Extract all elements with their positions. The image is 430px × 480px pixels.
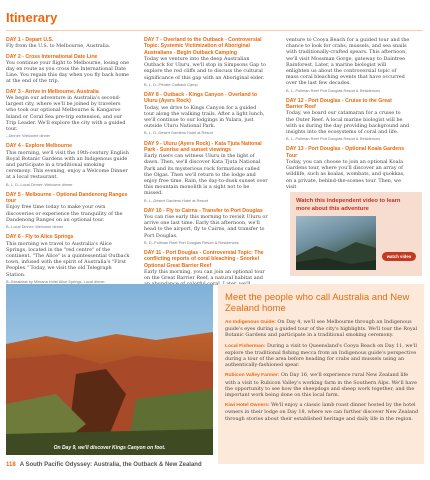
itinerary-day bbox=[144, 208, 268, 246]
meet-the-people-section bbox=[218, 284, 424, 464]
meet-paragraph bbox=[225, 372, 419, 398]
day-meals: B, L--Pullman Reef Port Douglas Resort & Residences bbox=[286, 136, 381, 142]
meet-paragraph bbox=[225, 402, 419, 422]
day-title: DAY 11 - Port Douglas - Controversial Topic: The conflicting reports of coral bleaching - Snorkel Optional Great Barrier Reef bbox=[144, 250, 264, 269]
landscape-thumbnail-icon bbox=[296, 216, 376, 270]
page-footer bbox=[6, 462, 202, 468]
meet-body bbox=[225, 319, 419, 426]
day-meals: B, L--Desert Gardens Hotel at Resort bbox=[144, 197, 209, 203]
day-body: Early this morning, you can join an optional tour on the Great Barrier Reef, a natural habitat and coral. bbox=[144, 268, 265, 288]
meet-paragraph-lead: Kiwi Hotel Owners: bbox=[225, 403, 270, 409]
meet-paragraph-lead: Local Fisherman: bbox=[225, 343, 266, 349]
itinerary-day bbox=[6, 54, 130, 85]
itinerary-day bbox=[144, 37, 268, 88]
photo-caption: On Day 9, we'll discover Kings Canyon on foot. bbox=[53, 445, 166, 451]
video-promo-title: Watch this independent video to learn more about this adventure bbox=[296, 198, 401, 212]
day-title: DAY 2 - Cross International Date Line bbox=[6, 53, 98, 60]
itinerary-day bbox=[6, 192, 130, 230]
day-body: Fly from the U.S. to Melbourne, Australia. bbox=[6, 43, 111, 50]
day-title: DAY 5 - Melbourne - Optional Dandenong Ranges tour bbox=[6, 191, 128, 205]
day-body: Enjoy free time today to make your own discoveries or experience the tranquility of the Dandenong Ranges on an optional tour. bbox=[6, 204, 123, 223]
meet-paragraph-lead: Rubicon Valley Farmer: bbox=[225, 373, 280, 379]
day-title: DAY 12 - Port Douglas - Cruise to the Great Barrier Reef bbox=[286, 97, 392, 111]
meet-paragraph-lead: An Indigenous Guide: bbox=[225, 320, 276, 325]
itinerary-day bbox=[144, 141, 268, 204]
day-title: DAY 3 - Arrive in Melbourne, Australia bbox=[6, 88, 99, 95]
itinerary-day bbox=[6, 89, 130, 140]
day-body: venture to Cooya Beach for a guided tour and the chance to look for crabs, mussels, and sea snails with traditionally-crafted spears. This afternoon, we'll visit Mossman Gorge, gateway to Daintree Rainforest. Later, a marine biologist will enlighten us about the controversial topic of mass coral bleaching events that have occurred over the last few decades. bbox=[286, 37, 410, 87]
day-title: DAY 8 - Outback - Kings Canyon - Overland to Uluru (Ayers Rock) bbox=[144, 91, 257, 105]
day-body: You can rise early this morning to revisit Uluru or arrive one last time. Early this afternoon, we'll head to the airport, fly to Cairns, and transfer to Port Douglas. bbox=[144, 214, 268, 239]
day-meals: --Dinner: Welcome dinner bbox=[6, 133, 51, 139]
day-title: DAY 4 - Explore Melbourne bbox=[6, 143, 73, 150]
meet-paragraph-text: On Day 16, we'll experience rural New Zealand life with a visit to Rubicon Valley's working farm in the Southern Alps. We'll have the opportunity to see how the sheepdogs and sheep work together, and the important work being done on this local farm. bbox=[225, 372, 417, 399]
day-title: DAY 9 - Uluru (Ayers Rock) - Kata Tjuta National Park - Sunrise and sunset viewings bbox=[144, 140, 262, 153]
day-body: Today, you can choose to join an optional Koala Gardens tour, where you'll discover an array of wildlife, such as koalas, wombats, and quokkas, on a private, behind-the-scenes tour. Then, we visit bbox=[286, 159, 405, 190]
day-body: Today, we board our catamaran for a cruise to the Outer Reef. A local marine biologist will be with us during the day providing background and insights into the ecosystems of coral and life. bbox=[286, 110, 410, 136]
itinerary-day bbox=[6, 37, 130, 50]
meet-paragraph-text: On Day 4, we'll see Melbourne through an Indigenous guide's eyes during a guided tour of the city's highlights. We'll tour the Royal Botanic Gardens and participate in a traditional smoking ceremony. bbox=[225, 319, 418, 339]
day-body: We begin our adventure in Australia's second-largest city, where we'll be joined by travelers who took our optional Melbourne & Kangaroo Island or Coral Sea pre-trip extension, and our Trip Leader. We'll explore the city with a guided tour. bbox=[6, 94, 126, 132]
meet-paragraph bbox=[225, 343, 419, 369]
day-meals: B, L--Pullman Reef Port Douglas Resort & Residences bbox=[286, 87, 381, 93]
day-meals: B, L, D--Desert Gardens Hotel at Resort bbox=[144, 130, 213, 136]
day-body: You continue your flight to Melbourne, losing one day en route as you cross the International Date Line. You regain this day when you fly back home at the end of the trip. bbox=[6, 59, 129, 85]
day-meals: B--Breakfast by Mimana Hotel Alice Springs, Local dinner bbox=[6, 278, 105, 284]
meet-paragraph-text: We'll enjoy a classic lamb roast dinner hosted by the hotel owners in their lodge on Day 18, where we can further discover New Zealand through stories about their established heritage and daily life in the region. bbox=[225, 402, 419, 422]
itinerary-column-1 bbox=[6, 37, 130, 289]
day-body: Today we venture into the deep Australian Outback for Uluru, we'll stop in Simpsons Gap to explore the red cliffs and to discuss the cultural significance of this gap with an Aboriginal elder. bbox=[144, 55, 266, 81]
day-body: This morning, we'll visit the 19th-century English Royal Botanic Gardens with an Indigenous guide and participate in a traditional smoking ceremony. This evening, enjoy a Welcome Dinner at a local restaurant. bbox=[6, 149, 129, 181]
canyon-landscape-image bbox=[6, 284, 213, 455]
itinerary-column-3 bbox=[286, 37, 410, 194]
itinerary-day bbox=[6, 234, 130, 285]
day-title: DAY 1 - Depart U.S. bbox=[6, 37, 54, 43]
day-meals: B, L, D--Local Dinner: Welcome dinner bbox=[6, 181, 73, 187]
itinerary-day bbox=[286, 98, 410, 143]
kings-canyon-photo bbox=[6, 284, 213, 455]
itinerary-day bbox=[144, 92, 268, 137]
day-title: DAY 6 - Fly to Alice Springs bbox=[6, 234, 74, 241]
day-meals: B--Local Dinner: Welcome dinner bbox=[6, 224, 64, 230]
day-title: DAY 10 - Fly to Cairns - Transfer to Port Douglas bbox=[144, 207, 263, 214]
meet-paragraph bbox=[225, 319, 419, 339]
meet-paragraph-text: During a visit to Queensland's Cooya Beach on Day 11, we'll explore the traditional fishing mecca from an Indigenous guide's perspective during a tour of the area before heading for crabs and mussels using an authentically-fashioned spear. bbox=[225, 342, 417, 369]
itinerary-day bbox=[286, 146, 410, 190]
day-meals: B, D--Pullman Reef Port Douglas Resort & Residences bbox=[144, 239, 239, 245]
day-body: Today, we drive to Kings Canyon for a guided tour along the walking trails. After a light lunch, we'll continue to our lodgings in Yulara, just outside Uluru National Park. bbox=[144, 104, 265, 130]
title-divider bbox=[6, 30, 423, 31]
itinerary-title: Itinerary bbox=[6, 10, 58, 25]
day-body: This morning we travel to Australia's Alice Springs, located in the "red centre" of the continent. "The Alice" is a quintessential Outback town, infused with the spirit of Australia's "First Peoples." Today, we visit the old Telegraph Station. bbox=[6, 240, 130, 278]
day-body: Early risers can witness Uluru in the light of dawn. Then, we'll discover Kata Tjuta National Park and its mysterious rock formations called the Olgas. Then we'll return to the lodge and enjoy free time. Rain, the day-to-dusk sunset over this mountain monolith is a sight not to be missed. bbox=[144, 153, 268, 197]
itinerary-day bbox=[286, 37, 410, 94]
video-thumbnail[interactable] bbox=[296, 216, 376, 270]
day-title: DAY 7 - Overland to the Outback - Controversial Topic: Systemic Victimization of Aboriginal Australians - Begin Outback Camping bbox=[144, 37, 262, 56]
itinerary-day bbox=[6, 143, 130, 188]
itinerary-day bbox=[144, 250, 268, 288]
video-promo bbox=[290, 192, 422, 276]
itinerary-column-2 bbox=[144, 37, 268, 292]
day-title: DAY 13 - Port Douglas - Optional Koala Gardens Tour bbox=[286, 146, 405, 159]
meet-title: Meet the people who call Australia and New Zealand home bbox=[225, 292, 410, 314]
page-number: 118 bbox=[6, 462, 16, 468]
watch-video-button[interactable]: watch video bbox=[382, 252, 416, 261]
footer-title: A South Pacific Odyssey: Australia, the Outback & New Zealand bbox=[19, 462, 202, 468]
day-meals: B, L, D--Private Outback Camp bbox=[144, 81, 198, 87]
